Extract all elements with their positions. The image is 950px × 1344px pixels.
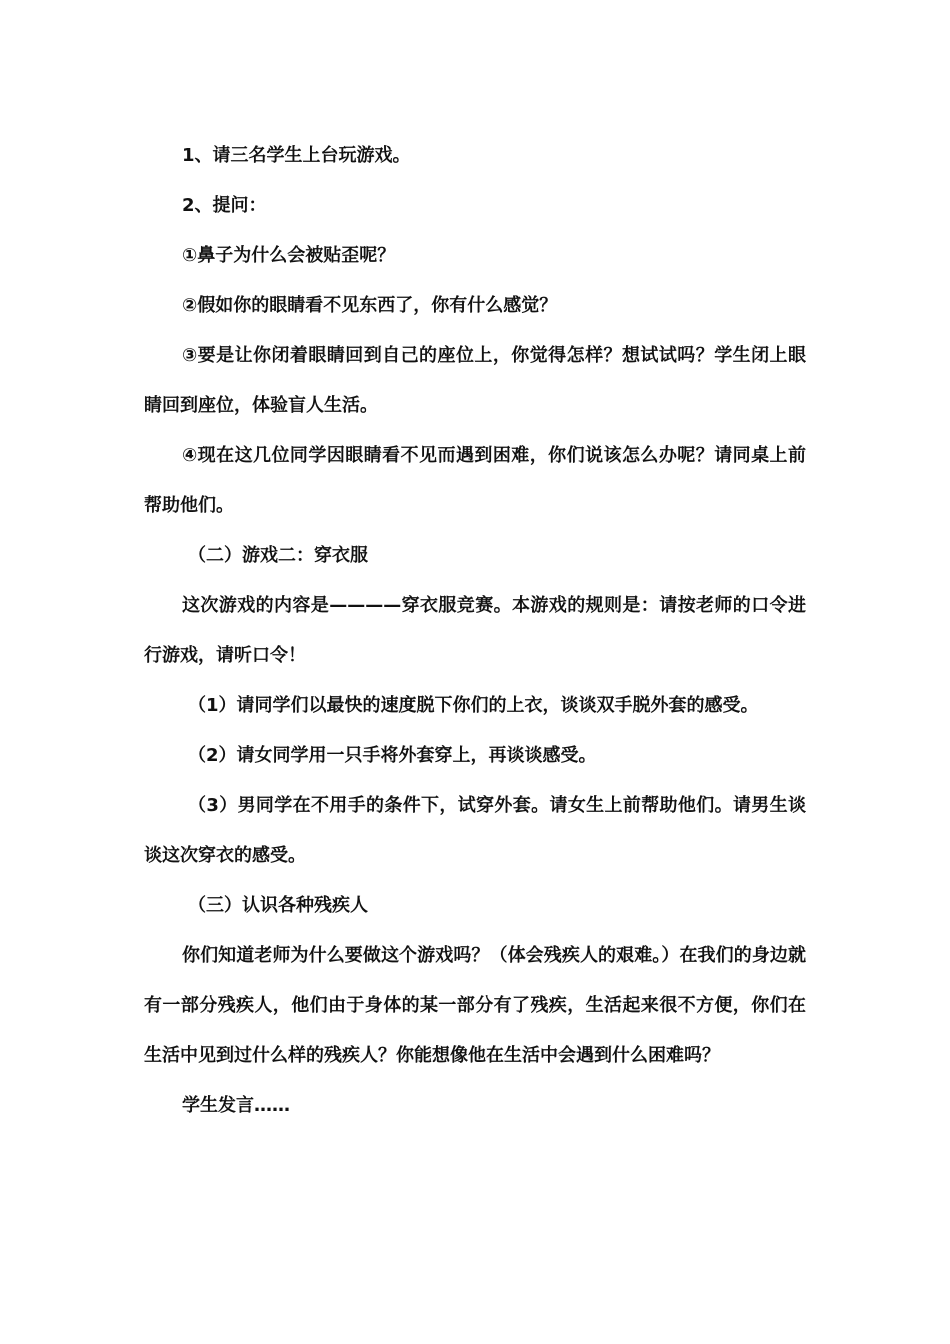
section-heading-recognize: （三）认识各种残疾人 <box>188 895 368 916</box>
document-body <box>144 131 806 1131</box>
paragraph-question-2: ②假如你的眼睛看不见东西了，你有什么感觉？ <box>182 295 558 316</box>
paragraph-discussion: 你们知道老师为什么要做这个游戏吗？（体会残疾人的艰难。）在我们的身边就有一部分残疾人，他们由于身体的某一部分有了残疾，生活起来很不方便，你们在生活中见到过什么样的残疾人？你能想像他在生活中会遇到什么困难吗？ <box>144 945 806 1066</box>
paragraph-step-1: 1、请三名学生上台玩游戏。 <box>182 145 411 166</box>
paragraph-student-speech: 学生发言…… <box>182 1095 290 1116</box>
paragraph-game-rules: 这次游戏的内容是————穿衣服竞赛。本游戏的规则是：请按老师的口令进行游戏，请听口令！ <box>144 595 806 666</box>
paragraph-question-3: ③要是让你闭着眼睛回到自己的座位上，你觉得怎样？想试试吗？学生闭上眼睛回到座位，体验盲人生活。 <box>144 345 806 416</box>
paragraph-question-4: ④现在这几位同学因眼睛看不见而遇到困难，你们说该怎么办呢？请同桌上前帮助他们。 <box>144 445 806 516</box>
paragraph-instruction-1: （1）请同学们以最快的速度脱下你们的上衣，谈谈双手脱外套的感受。 <box>188 695 759 716</box>
paragraph-instruction-2: （2）请女同学用一只手将外套穿上，再谈谈感受。 <box>188 745 597 766</box>
section-heading-game-two: （二）游戏二：穿衣服 <box>188 545 368 566</box>
paragraph-step-2: 2、提问： <box>182 195 267 216</box>
paragraph-question-1: ①鼻子为什么会被贴歪呢？ <box>182 245 396 266</box>
paragraph-instruction-3: （3）男同学在不用手的条件下，试穿外套。请女生上前帮助他们。请男生谈谈这次穿衣的感受。 <box>144 795 806 866</box>
